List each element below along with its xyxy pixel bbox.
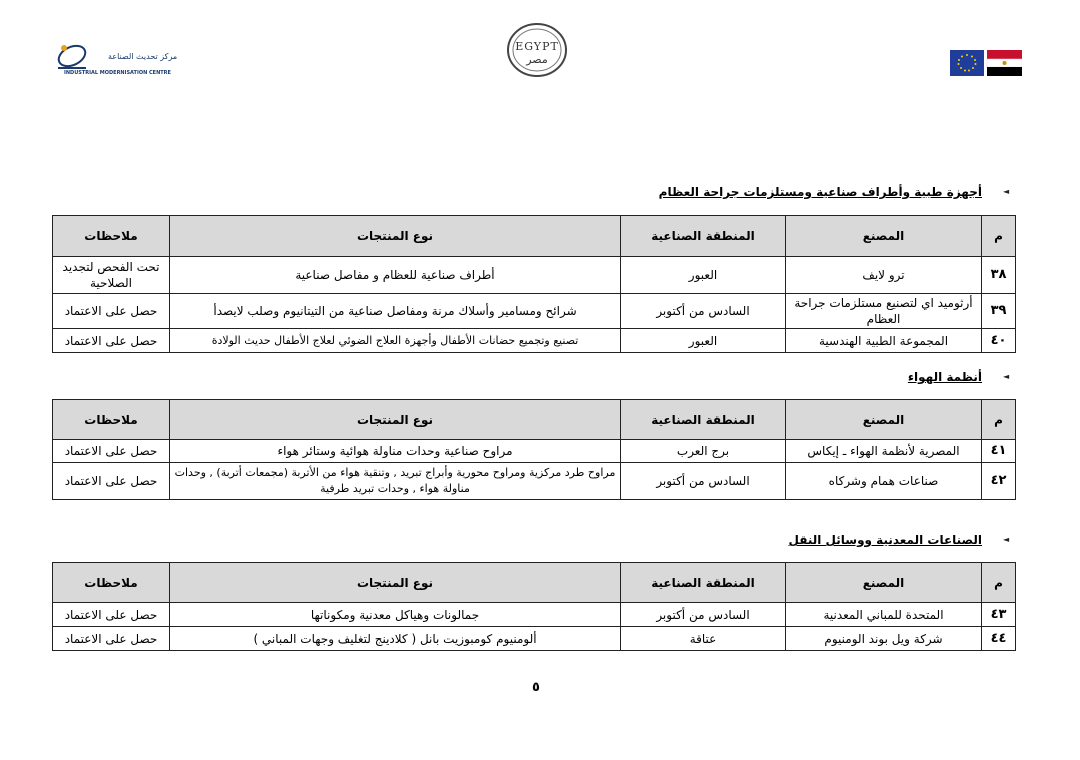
section-title-metal: الصناعات المعدنية ووسائل النقل bbox=[788, 533, 982, 547]
row-zone: السادس من أكتوبر bbox=[621, 463, 786, 500]
row-zone: عتاقة bbox=[621, 627, 786, 651]
table-medical bbox=[52, 215, 1016, 353]
row-factory: المتحدة للمباني المعدنية bbox=[786, 603, 982, 627]
section-bullet-icon: ◄ bbox=[1003, 187, 1010, 196]
row-num: ٣٩ bbox=[982, 294, 1016, 329]
imc-logo-arabic: مركز تحديث الصناعة bbox=[108, 52, 178, 61]
imc-logo-english: INDUSTRIAL MODERNISATION CENTRE bbox=[64, 70, 171, 76]
col-header-products: نوع المنتجات bbox=[170, 563, 621, 603]
row-num: ٣٨ bbox=[982, 257, 1016, 294]
row-factory: شركة ويل بوند الومنيوم bbox=[786, 627, 982, 651]
table-metal bbox=[52, 562, 1016, 651]
table-row bbox=[53, 463, 1016, 500]
row-num: ٤٢ bbox=[982, 463, 1016, 500]
col-header-factory: المصنع bbox=[786, 400, 982, 440]
row-num: ٤٠ bbox=[982, 329, 1016, 353]
row-products: تصنيع وتجميع حضانات الأطفال وأجهزة العلاج الضوئي لعلاج الأطفال حديث الولادة bbox=[170, 329, 621, 353]
row-products: ألومنيوم كومبوزيت بانل ( كلادينج لتغليف وجهات المباني ) bbox=[170, 627, 621, 651]
row-factory: المصرية لأنظمة الهواء ـ إيكاس bbox=[786, 440, 982, 463]
col-header-zone: المنطقة الصناعية bbox=[621, 563, 786, 603]
col-header-zone: المنطقة الصناعية bbox=[621, 400, 786, 440]
table-air bbox=[52, 399, 1016, 500]
col-header-factory: المصنع bbox=[786, 563, 982, 603]
row-factory: صناعات همام وشركاه bbox=[786, 463, 982, 500]
row-notes: حصل على الاعتماد bbox=[53, 603, 170, 627]
row-products: أطراف صناعية للعظام و مفاصل صناعية bbox=[170, 257, 621, 294]
row-notes: تحت الفحص لتجديد الصلاحية bbox=[53, 257, 170, 294]
section-bullet-icon: ◄ bbox=[1003, 535, 1010, 544]
table-row bbox=[53, 329, 1016, 353]
table-row bbox=[53, 627, 1016, 651]
table-row bbox=[53, 440, 1016, 463]
row-zone: برج العرب bbox=[621, 440, 786, 463]
row-products: جمالونات وهياكل معدنية ومكوناتها bbox=[170, 603, 621, 627]
row-notes: حصل على الاعتماد bbox=[53, 463, 170, 500]
row-factory: ترو لايف bbox=[786, 257, 982, 294]
col-header-num: م bbox=[982, 563, 1016, 603]
col-header-notes: ملاحظات bbox=[53, 400, 170, 440]
table-header-row bbox=[53, 216, 1016, 257]
row-notes: حصل على الاعتماد bbox=[53, 440, 170, 463]
col-header-notes: ملاحظات bbox=[53, 216, 170, 257]
col-header-notes: ملاحظات bbox=[53, 563, 170, 603]
row-notes: حصل على الاعتماد bbox=[53, 294, 170, 329]
row-zone: العبور bbox=[621, 329, 786, 353]
table-row bbox=[53, 603, 1016, 627]
col-header-num: م bbox=[982, 216, 1016, 257]
page-number: ٥ bbox=[532, 680, 540, 695]
row-factory: المجموعة الطبية الهندسية bbox=[786, 329, 982, 353]
table-row bbox=[53, 294, 1016, 329]
section-title-air: أنظمة الهواء bbox=[907, 370, 982, 384]
row-num: ٤١ bbox=[982, 440, 1016, 463]
row-products: مراوح طرد مركزية ومراوح محورية وأبراج تبريد , وتنقية هواء من الأتربة (مجمعات أتربة) , وحدات مناولة هواء , وحدات تبريد طرفية bbox=[170, 463, 621, 500]
row-num: ٤٣ bbox=[982, 603, 1016, 627]
section-bullet-icon: ◄ bbox=[1003, 372, 1010, 381]
table-row bbox=[53, 257, 1016, 294]
eu-flag-icon bbox=[950, 50, 984, 76]
row-notes: حصل على الاعتماد bbox=[53, 329, 170, 353]
egypt-logo bbox=[506, 22, 568, 78]
row-zone: السادس من أكتوبر bbox=[621, 294, 786, 329]
col-header-zone: المنطقة الصناعية bbox=[621, 216, 786, 257]
row-zone: العبور bbox=[621, 257, 786, 294]
row-factory: أرثوميد اي لتصنيع مستلزمات جراحة العظام bbox=[786, 294, 982, 329]
egypt-logo-arabic: مصر bbox=[526, 53, 548, 66]
col-header-factory: المصنع bbox=[786, 216, 982, 257]
egypt-logo-english: EGYPT bbox=[515, 40, 559, 53]
col-header-num: م bbox=[982, 400, 1016, 440]
table-header-row bbox=[53, 563, 1016, 603]
imc-logo bbox=[52, 38, 178, 82]
row-num: ٤٤ bbox=[982, 627, 1016, 651]
row-products: مراوح صناعية وحدات مناولة هوائية وستائر هواء bbox=[170, 440, 621, 463]
flags bbox=[950, 50, 1022, 76]
row-notes: حصل على الاعتماد bbox=[53, 627, 170, 651]
col-header-products: نوع المنتجات bbox=[170, 216, 621, 257]
row-products: شرائح ومسامير وأسلاك مرنة ومفاصل صناعية من التيتانيوم وصلب لايصدأ bbox=[170, 294, 621, 329]
egypt-flag-icon bbox=[987, 50, 1022, 76]
table-header-row bbox=[53, 400, 1016, 440]
section-title-medical: أجهزة طبية وأطراف صناعية ومستلزمات جراحة العظام bbox=[658, 185, 982, 199]
row-zone: السادس من أكتوبر bbox=[621, 603, 786, 627]
col-header-products: نوع المنتجات bbox=[170, 400, 621, 440]
